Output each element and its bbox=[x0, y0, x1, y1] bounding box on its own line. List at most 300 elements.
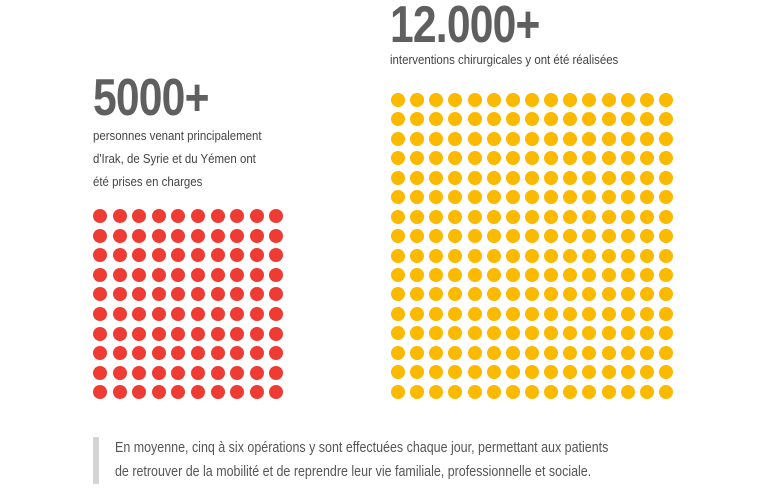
surgery-dot bbox=[410, 210, 424, 224]
surgery-dot bbox=[602, 210, 616, 224]
surgery-dot bbox=[602, 171, 616, 185]
surgery-dot bbox=[563, 132, 577, 146]
patients-dot-grid bbox=[93, 209, 283, 399]
surgery-dot bbox=[640, 93, 654, 107]
surgery-dot bbox=[582, 132, 596, 146]
patient-dot bbox=[230, 327, 244, 341]
surgery-dot bbox=[468, 112, 482, 126]
surgery-dot bbox=[429, 307, 443, 321]
patient-dot bbox=[269, 307, 283, 321]
surgery-dot bbox=[602, 365, 616, 379]
surgery-dot bbox=[429, 385, 443, 399]
patient-dot bbox=[211, 229, 225, 243]
surgery-dot bbox=[621, 365, 635, 379]
patient-dot bbox=[152, 287, 166, 301]
surgery-dot bbox=[525, 229, 539, 243]
surgery-dot bbox=[602, 287, 616, 301]
surgery-dot bbox=[640, 112, 654, 126]
surgery-dot bbox=[391, 385, 405, 399]
patient-dot bbox=[152, 366, 166, 380]
patient-dot bbox=[191, 229, 205, 243]
surgery-dot bbox=[391, 190, 405, 204]
surgery-dot bbox=[563, 229, 577, 243]
surgery-dot bbox=[429, 151, 443, 165]
surgery-dot bbox=[582, 190, 596, 204]
patient-dot bbox=[93, 366, 107, 380]
surgery-dot bbox=[640, 171, 654, 185]
surgery-dot bbox=[544, 385, 558, 399]
patient-dot bbox=[113, 287, 127, 301]
surgery-dot bbox=[621, 93, 635, 107]
patient-dot bbox=[269, 229, 283, 243]
surgeries-caption-line: interventions chirurgicales y ont été réalisées bbox=[390, 52, 619, 67]
surgery-dot bbox=[640, 307, 654, 321]
surgery-dot bbox=[410, 326, 424, 340]
surgery-dot bbox=[429, 229, 443, 243]
surgery-dot bbox=[391, 326, 405, 340]
surgery-dot bbox=[659, 151, 673, 165]
surgery-dot bbox=[429, 210, 443, 224]
surgery-dot bbox=[506, 171, 520, 185]
surgery-dot bbox=[563, 307, 577, 321]
surgery-dot bbox=[640, 132, 654, 146]
patient-dot bbox=[269, 268, 283, 282]
quote-line: En moyenne, cinq à six opérations y sont effectuées chaque jour, permettant aux patients bbox=[115, 440, 609, 456]
surgery-dot bbox=[602, 307, 616, 321]
patient-dot bbox=[211, 307, 225, 321]
surgery-dot bbox=[659, 229, 673, 243]
surgery-dot bbox=[429, 112, 443, 126]
patient-dot bbox=[211, 366, 225, 380]
surgery-dot bbox=[582, 249, 596, 263]
surgery-dot bbox=[563, 190, 577, 204]
surgery-dot bbox=[468, 132, 482, 146]
surgery-dot bbox=[544, 132, 558, 146]
surgery-dot bbox=[582, 210, 596, 224]
surgery-dot bbox=[602, 151, 616, 165]
surgery-dot bbox=[448, 249, 462, 263]
surgery-dot bbox=[429, 326, 443, 340]
patient-dot bbox=[93, 209, 107, 223]
patient-dot bbox=[191, 248, 205, 262]
surgery-dot bbox=[506, 151, 520, 165]
surgery-dot bbox=[525, 171, 539, 185]
surgery-dot bbox=[448, 268, 462, 282]
surgery-dot bbox=[429, 346, 443, 360]
patient-dot bbox=[152, 248, 166, 262]
surgery-dot bbox=[448, 132, 462, 146]
patient-dot bbox=[250, 209, 264, 223]
surgery-dot bbox=[563, 365, 577, 379]
patient-dot bbox=[269, 209, 283, 223]
surgery-dot bbox=[525, 151, 539, 165]
surgery-dot bbox=[391, 249, 405, 263]
surgery-dot bbox=[640, 190, 654, 204]
surgery-dot bbox=[525, 190, 539, 204]
surgery-dot bbox=[391, 268, 405, 282]
patient-dot bbox=[171, 307, 185, 321]
surgery-dot bbox=[487, 229, 501, 243]
surgery-dot bbox=[410, 287, 424, 301]
surgery-dot bbox=[448, 287, 462, 301]
patient-dot bbox=[211, 287, 225, 301]
surgery-dot bbox=[563, 210, 577, 224]
surgery-dot bbox=[544, 268, 558, 282]
surgery-dot bbox=[487, 190, 501, 204]
patient-dot bbox=[269, 366, 283, 380]
surgery-dot bbox=[525, 93, 539, 107]
patients-caption bbox=[93, 124, 262, 193]
surgery-dot bbox=[582, 346, 596, 360]
surgery-dot bbox=[563, 171, 577, 185]
patient-dot bbox=[132, 327, 146, 341]
surgery-dot bbox=[621, 171, 635, 185]
surgery-dot bbox=[448, 229, 462, 243]
surgery-dot bbox=[468, 210, 482, 224]
surgery-dot bbox=[410, 249, 424, 263]
patient-dot bbox=[250, 307, 264, 321]
surgery-dot bbox=[544, 287, 558, 301]
surgery-dot bbox=[659, 112, 673, 126]
patients-count: 5000+ bbox=[93, 69, 209, 127]
surgery-dot bbox=[410, 132, 424, 146]
surgeries-count: 12.000+ bbox=[390, 0, 540, 54]
surgery-dot bbox=[487, 171, 501, 185]
surgery-dot bbox=[544, 210, 558, 224]
patient-dot bbox=[93, 327, 107, 341]
surgery-dot bbox=[506, 287, 520, 301]
surgery-dot bbox=[563, 287, 577, 301]
surgery-dot bbox=[429, 365, 443, 379]
patient-dot bbox=[132, 209, 146, 223]
surgery-dot bbox=[659, 132, 673, 146]
surgery-dot bbox=[506, 307, 520, 321]
surgery-dot bbox=[410, 385, 424, 399]
surgery-dot bbox=[659, 307, 673, 321]
patient-dot bbox=[191, 307, 205, 321]
surgery-dot bbox=[448, 326, 462, 340]
surgery-dot bbox=[621, 132, 635, 146]
surgery-dot bbox=[468, 326, 482, 340]
surgery-dot bbox=[448, 346, 462, 360]
surgery-dot bbox=[487, 346, 501, 360]
quote-line: de retrouver de la mobilité et de reprendre leur vie familiale, professionnelle et sociale. bbox=[115, 464, 592, 480]
patients-caption-line: été prises en charges bbox=[93, 174, 203, 189]
patient-dot bbox=[171, 385, 185, 399]
surgery-dot bbox=[391, 307, 405, 321]
surgery-dot bbox=[448, 93, 462, 107]
surgery-dot bbox=[563, 385, 577, 399]
surgery-dot bbox=[659, 268, 673, 282]
patient-dot bbox=[250, 287, 264, 301]
patient-dot bbox=[113, 346, 127, 360]
patient-dot bbox=[191, 327, 205, 341]
surgery-dot bbox=[525, 210, 539, 224]
surgery-dot bbox=[563, 346, 577, 360]
surgery-dot bbox=[659, 93, 673, 107]
surgery-dot bbox=[640, 385, 654, 399]
surgery-dot bbox=[391, 229, 405, 243]
patient-dot bbox=[191, 209, 205, 223]
surgery-dot bbox=[410, 171, 424, 185]
surgery-dot bbox=[410, 93, 424, 107]
surgery-dot bbox=[487, 287, 501, 301]
patient-dot bbox=[113, 385, 127, 399]
surgery-dot bbox=[429, 190, 443, 204]
surgery-dot bbox=[602, 229, 616, 243]
surgery-dot bbox=[544, 326, 558, 340]
surgery-dot bbox=[602, 249, 616, 263]
surgery-dot bbox=[506, 190, 520, 204]
patient-dot bbox=[250, 229, 264, 243]
surgery-dot bbox=[582, 268, 596, 282]
surgery-dot bbox=[506, 385, 520, 399]
surgery-dot bbox=[602, 93, 616, 107]
patient-dot bbox=[230, 366, 244, 380]
patient-dot bbox=[152, 346, 166, 360]
patient-dot bbox=[93, 346, 107, 360]
surgery-dot bbox=[448, 151, 462, 165]
surgeries-dot-grid bbox=[391, 93, 673, 399]
patient-dot bbox=[152, 307, 166, 321]
patient-dot bbox=[152, 209, 166, 223]
patient-dot bbox=[113, 229, 127, 243]
patient-dot bbox=[171, 346, 185, 360]
patient-dot bbox=[132, 287, 146, 301]
surgery-dot bbox=[506, 346, 520, 360]
surgery-dot bbox=[487, 385, 501, 399]
surgery-dot bbox=[544, 151, 558, 165]
surgery-dot bbox=[544, 190, 558, 204]
surgery-dot bbox=[506, 249, 520, 263]
surgery-dot bbox=[582, 93, 596, 107]
patient-dot bbox=[230, 346, 244, 360]
surgery-dot bbox=[640, 287, 654, 301]
surgery-dot bbox=[525, 326, 539, 340]
surgery-dot bbox=[621, 112, 635, 126]
patient-dot bbox=[132, 346, 146, 360]
patient-dot bbox=[230, 385, 244, 399]
patient-dot bbox=[269, 346, 283, 360]
surgery-dot bbox=[563, 326, 577, 340]
patient-dot bbox=[250, 268, 264, 282]
surgery-dot bbox=[506, 210, 520, 224]
surgery-dot bbox=[468, 346, 482, 360]
surgery-dot bbox=[487, 307, 501, 321]
surgery-dot bbox=[487, 249, 501, 263]
surgery-dot bbox=[506, 93, 520, 107]
surgery-dot bbox=[563, 268, 577, 282]
patient-dot bbox=[269, 287, 283, 301]
surgery-dot bbox=[506, 112, 520, 126]
patient-dot bbox=[250, 327, 264, 341]
surgery-dot bbox=[468, 93, 482, 107]
patient-dot bbox=[211, 327, 225, 341]
patient-dot bbox=[230, 229, 244, 243]
patient-dot bbox=[230, 209, 244, 223]
patient-dot bbox=[230, 248, 244, 262]
surgery-dot bbox=[448, 190, 462, 204]
surgery-dot bbox=[410, 229, 424, 243]
surgery-dot bbox=[621, 249, 635, 263]
surgery-dot bbox=[621, 346, 635, 360]
surgery-dot bbox=[468, 365, 482, 379]
patient-dot bbox=[230, 307, 244, 321]
surgery-dot bbox=[659, 210, 673, 224]
surgery-dot bbox=[621, 326, 635, 340]
surgery-dot bbox=[468, 307, 482, 321]
surgery-dot bbox=[487, 268, 501, 282]
surgery-dot bbox=[582, 112, 596, 126]
surgery-dot bbox=[468, 268, 482, 282]
patient-dot bbox=[230, 268, 244, 282]
surgery-dot bbox=[525, 365, 539, 379]
patients-caption-line: personnes venant principalement bbox=[93, 128, 262, 143]
surgery-dot bbox=[391, 132, 405, 146]
patient-dot bbox=[269, 327, 283, 341]
surgery-dot bbox=[487, 365, 501, 379]
patient-dot bbox=[152, 327, 166, 341]
surgery-dot bbox=[391, 210, 405, 224]
surgery-dot bbox=[448, 307, 462, 321]
surgery-dot bbox=[525, 268, 539, 282]
surgery-dot bbox=[468, 190, 482, 204]
surgery-dot bbox=[487, 326, 501, 340]
surgery-dot bbox=[391, 365, 405, 379]
patient-dot bbox=[250, 366, 264, 380]
patient-dot bbox=[191, 366, 205, 380]
surgery-dot bbox=[448, 385, 462, 399]
patient-dot bbox=[93, 385, 107, 399]
patient-dot bbox=[113, 248, 127, 262]
surgery-dot bbox=[582, 229, 596, 243]
patient-dot bbox=[171, 268, 185, 282]
patient-dot bbox=[250, 248, 264, 262]
surgery-dot bbox=[391, 346, 405, 360]
surgery-dot bbox=[429, 171, 443, 185]
surgery-dot bbox=[621, 210, 635, 224]
patient-dot bbox=[152, 268, 166, 282]
patient-dot bbox=[113, 268, 127, 282]
patient-dot bbox=[132, 385, 146, 399]
surgery-dot bbox=[602, 385, 616, 399]
surgery-dot bbox=[506, 132, 520, 146]
surgery-dot bbox=[621, 268, 635, 282]
surgery-dot bbox=[487, 210, 501, 224]
patient-dot bbox=[132, 268, 146, 282]
surgery-dot bbox=[582, 287, 596, 301]
surgery-dot bbox=[544, 112, 558, 126]
surgery-dot bbox=[544, 307, 558, 321]
surgery-dot bbox=[506, 268, 520, 282]
surgery-dot bbox=[582, 365, 596, 379]
surgery-dot bbox=[602, 346, 616, 360]
surgery-dot bbox=[640, 346, 654, 360]
surgery-dot bbox=[640, 151, 654, 165]
surgery-dot bbox=[468, 171, 482, 185]
surgery-dot bbox=[621, 229, 635, 243]
surgery-dot bbox=[506, 229, 520, 243]
patient-dot bbox=[171, 327, 185, 341]
surgery-dot bbox=[621, 385, 635, 399]
patient-dot bbox=[93, 287, 107, 301]
surgery-dot bbox=[640, 268, 654, 282]
patient-dot bbox=[113, 366, 127, 380]
surgery-dot bbox=[544, 93, 558, 107]
surgery-dot bbox=[468, 249, 482, 263]
surgery-dot bbox=[487, 151, 501, 165]
patient-dot bbox=[171, 229, 185, 243]
surgeries-caption bbox=[390, 50, 618, 70]
surgery-dot bbox=[621, 287, 635, 301]
patients-caption-line: d'Irak, de Syrie et du Yémen ont bbox=[93, 151, 256, 166]
patient-dot bbox=[132, 366, 146, 380]
patient-dot bbox=[113, 327, 127, 341]
surgery-dot bbox=[391, 112, 405, 126]
surgery-dot bbox=[525, 112, 539, 126]
patient-dot bbox=[211, 209, 225, 223]
surgery-dot bbox=[468, 229, 482, 243]
patient-dot bbox=[152, 229, 166, 243]
patient-dot bbox=[171, 248, 185, 262]
surgery-dot bbox=[659, 346, 673, 360]
surgery-dot bbox=[448, 112, 462, 126]
surgery-dot bbox=[429, 93, 443, 107]
patient-dot bbox=[191, 268, 205, 282]
surgery-dot bbox=[659, 326, 673, 340]
patient-dot bbox=[132, 248, 146, 262]
patient-dot bbox=[211, 248, 225, 262]
surgery-dot bbox=[659, 385, 673, 399]
surgery-dot bbox=[448, 210, 462, 224]
surgery-dot bbox=[659, 171, 673, 185]
surgery-dot bbox=[582, 307, 596, 321]
surgery-dot bbox=[544, 249, 558, 263]
surgery-dot bbox=[487, 132, 501, 146]
surgery-dot bbox=[410, 365, 424, 379]
surgery-dot bbox=[429, 287, 443, 301]
surgery-dot bbox=[563, 112, 577, 126]
surgery-dot bbox=[621, 151, 635, 165]
surgery-dot bbox=[391, 171, 405, 185]
surgery-dot bbox=[468, 287, 482, 301]
surgery-dot bbox=[602, 190, 616, 204]
surgery-dot bbox=[487, 93, 501, 107]
patient-dot bbox=[191, 385, 205, 399]
quote-text bbox=[115, 436, 608, 484]
surgery-dot bbox=[602, 112, 616, 126]
surgery-dot bbox=[429, 249, 443, 263]
surgery-dot bbox=[582, 171, 596, 185]
patient-dot bbox=[93, 307, 107, 321]
patient-dot bbox=[113, 307, 127, 321]
patient-dot bbox=[171, 209, 185, 223]
surgery-dot bbox=[544, 365, 558, 379]
surgery-dot bbox=[640, 210, 654, 224]
patient-dot bbox=[211, 268, 225, 282]
surgery-dot bbox=[525, 307, 539, 321]
patient-dot bbox=[113, 209, 127, 223]
surgery-dot bbox=[563, 151, 577, 165]
quote-bar bbox=[93, 437, 99, 484]
surgery-dot bbox=[525, 385, 539, 399]
surgery-dot bbox=[640, 249, 654, 263]
surgery-dot bbox=[640, 229, 654, 243]
surgery-dot bbox=[602, 132, 616, 146]
surgery-dot bbox=[487, 112, 501, 126]
patient-dot bbox=[269, 385, 283, 399]
patient-dot bbox=[132, 307, 146, 321]
